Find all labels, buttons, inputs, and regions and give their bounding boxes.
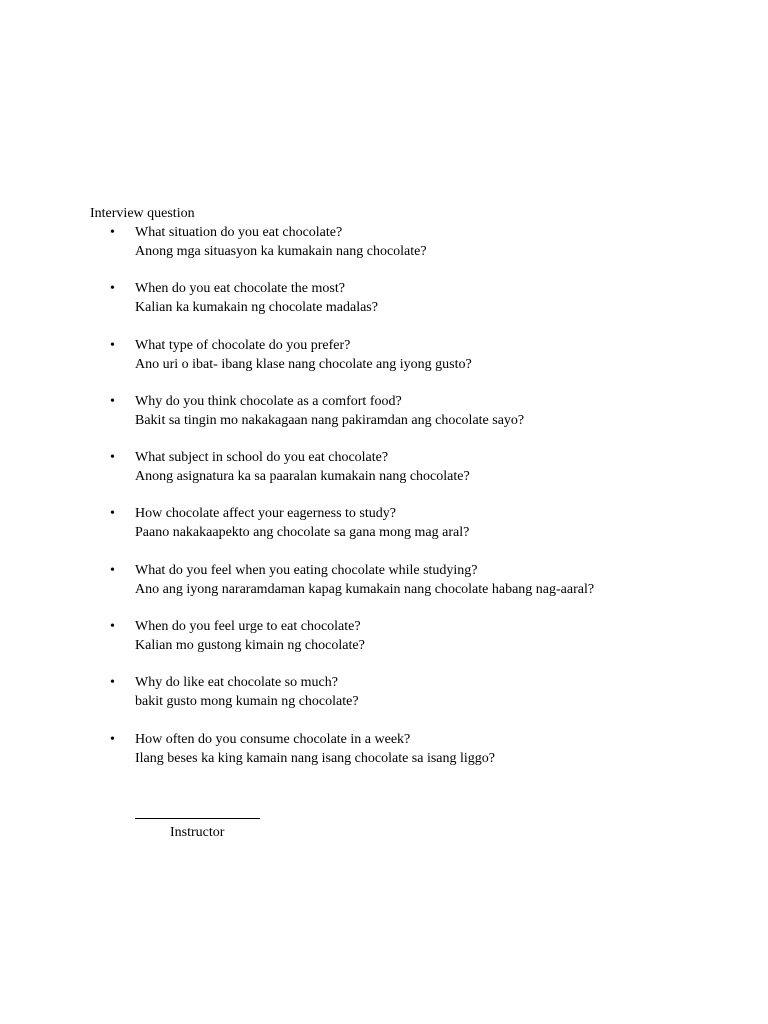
document-heading: Interview question: [90, 206, 195, 221]
bullet-icon: •: [110, 619, 115, 635]
question-tagalog: Ilang beses ka king kamain nang isang chocolate sa isang liggo?: [135, 750, 496, 766]
question-tagalog: bakit gusto mong kumain ng chocolate?: [135, 694, 359, 710]
question-english: What situation do you eat chocolate?: [135, 225, 343, 240]
question-text: [135, 730, 495, 768]
signature-line: [135, 818, 260, 819]
question-tagalog: Anong mga situasyon ka kumakain nang chocolate?: [135, 244, 427, 259]
bullet-icon: •: [110, 393, 115, 409]
bullet-icon: •: [110, 337, 115, 353]
bullet-icon: •: [110, 281, 115, 297]
question-tagalog: Paano nakakaapekto ang chocolate sa gana mong mag aral?: [135, 525, 470, 541]
question-english: What do you feel when you eating chocolate while studying?: [135, 562, 478, 578]
bullet-icon: •: [110, 731, 115, 747]
question-text: [135, 504, 469, 542]
bullet-icon: •: [110, 225, 115, 240]
question-text: [135, 673, 359, 711]
signature-label: Instructor: [170, 825, 225, 840]
question-tagalog: Ano ang iyong nararamdaman kapag kumakain nang chocolate habang nag-aaral?: [135, 581, 595, 597]
question-tagalog: Ano uri o ibat- ibang klase nang chocolate ang iyong gusto?: [135, 356, 472, 372]
question-english: Why do like eat chocolate so much?: [135, 675, 338, 691]
question-text: [135, 617, 365, 655]
question-text: [135, 392, 524, 430]
question-english: How chocolate affect your eagerness to study?: [135, 506, 396, 522]
bullet-icon: •: [110, 562, 115, 578]
question-english: Why do you think chocolate as a comfort food?: [135, 393, 402, 409]
question-tagalog: Kalian ka kumakain ng chocolate madalas?: [135, 300, 378, 316]
question-text: [135, 561, 594, 599]
question-tagalog: Kalian mo gustong kimain ng chocolate?: [135, 638, 365, 654]
question-english: What subject in school do you eat chocolate?: [135, 450, 389, 466]
question-tagalog: Anong asignatura ka sa paaralan kumakain nang chocolate?: [135, 469, 470, 485]
question-text: [135, 223, 427, 261]
question-english: What type of chocolate do you prefer?: [135, 337, 351, 353]
question-text: [135, 336, 472, 374]
question-english: When do you feel urge to eat chocolate?: [135, 619, 361, 635]
question-english: When do you eat chocolate the most?: [135, 281, 345, 297]
question-english: How often do you consume chocolate in a week?: [135, 731, 411, 747]
question-tagalog: Bakit sa tingin mo nakakagaan nang pakiramdan ang chocolate sayo?: [135, 412, 525, 428]
bullet-icon: •: [110, 450, 115, 466]
question-text: [135, 279, 378, 317]
question-text: [135, 448, 470, 486]
bullet-icon: •: [110, 675, 115, 691]
bullet-icon: •: [110, 506, 115, 522]
